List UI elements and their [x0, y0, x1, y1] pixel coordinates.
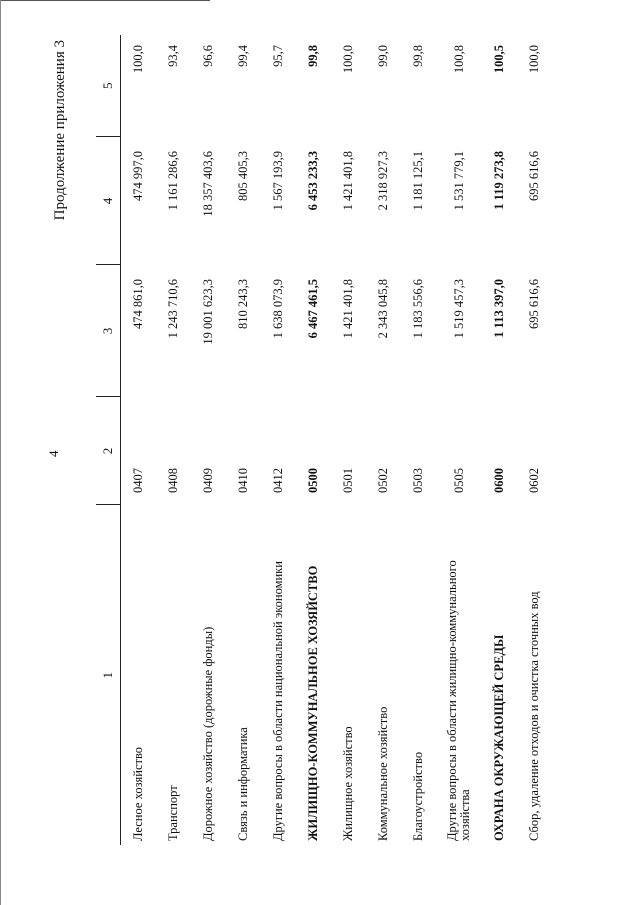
row-col5: 99,8: [306, 45, 320, 67]
row-code: 0503: [411, 468, 425, 493]
row-code: 0412: [271, 468, 285, 493]
row-col3: 810 243,3: [236, 279, 250, 329]
row-col5: 99,8: [411, 45, 425, 67]
appendix-caption: Продолжение приложения 3: [52, 40, 68, 221]
row-col4: 1 567 193,9: [271, 151, 285, 211]
table-row: [482, 35, 517, 845]
row-col3: 6 467 461,5: [306, 279, 320, 339]
row-name: Лесное хозяйство: [131, 746, 145, 841]
page-number: 4: [46, 450, 61, 457]
row-code: 0500: [306, 468, 320, 493]
row-code: 0410: [236, 468, 250, 493]
row-code: 0407: [131, 468, 145, 493]
row-code: 0600: [492, 468, 506, 493]
row-code: 0501: [341, 468, 355, 493]
row-col4: 6 453 233,3: [306, 151, 320, 211]
table-row: [436, 35, 482, 845]
row-name: Связь и информатика: [236, 727, 250, 841]
row-col4: 1 421 401,8: [341, 151, 355, 211]
row-col3: 1 243 710,6: [166, 279, 180, 339]
row-col4: 1 119 273,8: [492, 151, 506, 210]
table-row: [401, 35, 436, 845]
row-name: Другие вопросы в области национальной экономики: [271, 561, 285, 841]
row-name: Коммунальное хозяйство: [376, 706, 390, 841]
column-header: 5: [96, 35, 121, 137]
row-col4: 1 181 125,1: [411, 151, 425, 211]
row-col5: 100,8: [451, 45, 466, 74]
budget-table: [96, 35, 552, 845]
row-col4: 18 357 403,6: [201, 151, 215, 217]
row-col3: 474 861,0: [131, 279, 145, 329]
table-row: [226, 35, 261, 845]
table-row: [261, 35, 296, 845]
row-col5: 99,0: [376, 45, 390, 67]
row-col4: 2 318 927,3: [376, 151, 390, 211]
row-col5: 96,6: [201, 45, 215, 67]
row-code: 0602: [527, 468, 541, 493]
row-col4: 1 161 286,6: [166, 151, 180, 211]
column-header: 1: [96, 505, 121, 845]
row-name: ЖИЛИЩНО-КОММУНАЛЬНОЕ ХОЗЯЙСТВО: [306, 565, 320, 841]
row-col5: 95,7: [271, 45, 285, 67]
column-header: 3: [96, 265, 121, 397]
row-code: 0505: [451, 468, 466, 493]
row-col3: 1 113 397,0: [492, 279, 506, 338]
row-name: Другие вопросы в области жилищно-коммунального хозяйства: [445, 560, 472, 841]
row-col3: 695 616,6: [527, 279, 541, 329]
row-col3: 1 183 556,6: [411, 279, 425, 339]
row-col3: 1 421 401,8: [341, 279, 355, 339]
table-row: [191, 35, 226, 845]
row-col3: 1 519 457,3: [451, 279, 466, 339]
row-col3: 2 343 045,8: [376, 279, 390, 339]
row-code: 0409: [201, 468, 215, 493]
row-col5: 93,4: [166, 45, 180, 67]
column-header: 2: [96, 397, 121, 505]
row-name: Благоустройство: [411, 751, 425, 841]
row-col5: 100,0: [527, 45, 541, 74]
row-code: 0408: [166, 468, 180, 493]
table-header-row: [96, 35, 121, 845]
row-col4: 805 405,3: [236, 151, 250, 201]
row-col3: 19 001 623,3: [201, 279, 215, 345]
row-name: Жилищное хозяйство: [341, 726, 355, 841]
row-col4: 474 997,0: [131, 151, 145, 201]
table-row: [366, 35, 401, 845]
row-col4: 695 616,6: [527, 151, 541, 201]
row-col4: 1 531 779,1: [451, 151, 466, 211]
row-name: ОХРАНА ОКРУЖАЮЩЕЙ СРЕДЫ: [492, 634, 506, 841]
row-name: Транспорт: [166, 785, 180, 841]
row-name: Дорожное хозяйство (дорожные фонды): [201, 626, 215, 841]
row-code: 0502: [376, 468, 390, 493]
row-name: Сбор, удаление отходов и очистка сточных вод: [527, 591, 541, 841]
row-col3: 1 638 073,9: [271, 279, 285, 339]
row-col5: 99,4: [236, 45, 250, 67]
table-row: [331, 35, 366, 845]
row-col5: 100,0: [341, 45, 355, 74]
column-header: 4: [96, 137, 121, 265]
table-row: [296, 35, 331, 845]
row-col5: 100,0: [131, 45, 145, 74]
table-row: [121, 35, 157, 845]
row-col5: 100,5: [492, 45, 506, 74]
table-row: [156, 35, 191, 845]
table-row: [517, 35, 552, 845]
